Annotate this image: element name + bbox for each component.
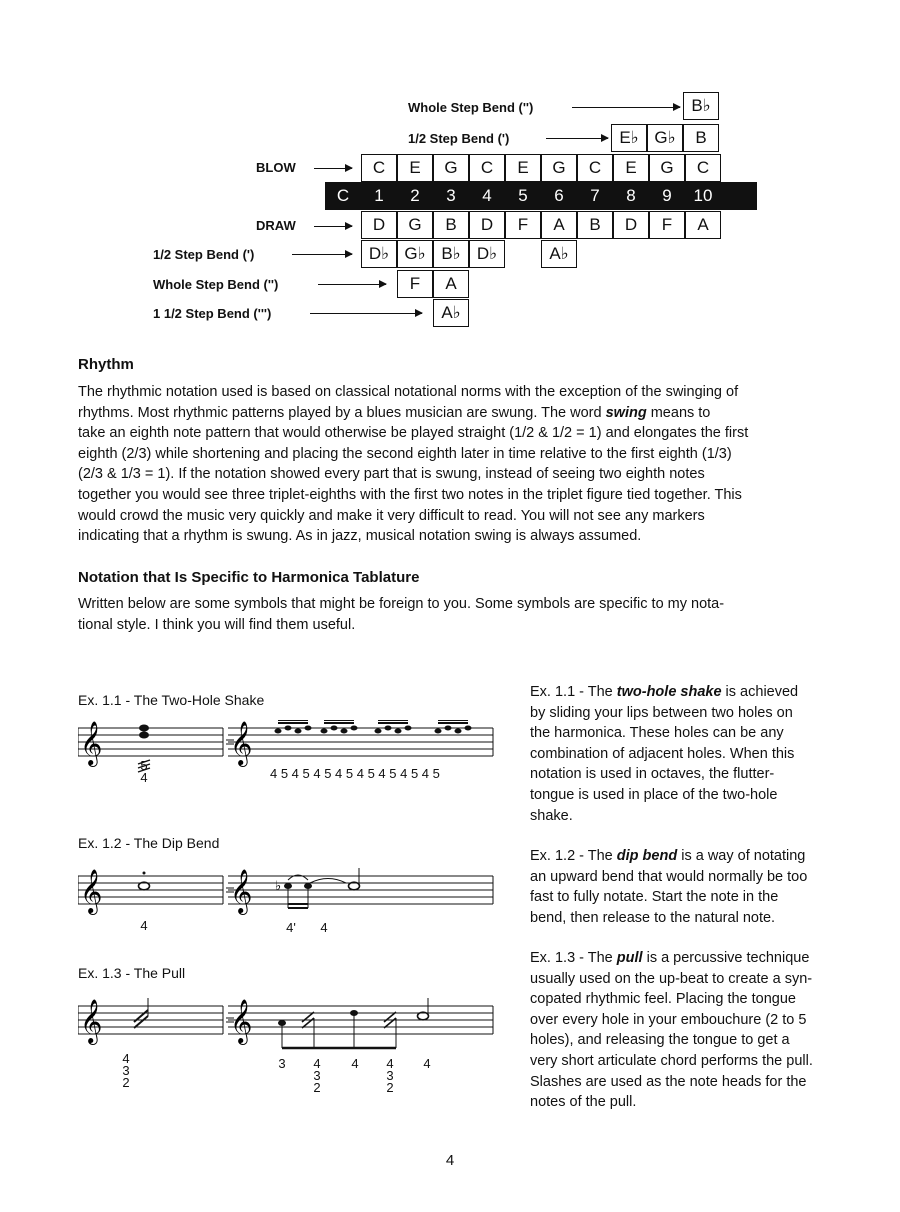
hole-number: 5: [518, 186, 528, 205]
paragraph-line: eighth (2/3) while shortening and placing the second eighth later in time relative to the first eighth (1/3): [78, 445, 732, 462]
arrow-icon: [292, 254, 352, 255]
label-blow: BLOW: [256, 160, 296, 175]
tab-number: 4: [140, 770, 148, 785]
draw-note-cell: G: [397, 211, 433, 239]
description-line: notes of the pull.: [530, 1094, 637, 1111]
description-line: Ex. 1.3 - The pull is a percussive technique: [530, 950, 810, 966]
hole-number: 9: [662, 186, 672, 205]
draw-half-step-cell: D♭: [469, 240, 505, 268]
blow-half-step-cell: E♭: [611, 124, 647, 152]
svg-text:𝄞: 𝄞: [230, 999, 253, 1043]
rhythm-heading: Rhythm: [78, 356, 134, 373]
hole-number: 4: [482, 186, 492, 205]
draw-one-half-step-cell: A♭: [433, 299, 469, 327]
draw-note-cell: B: [577, 211, 613, 239]
hole-number: 2: [410, 186, 420, 205]
example-1-3-tab: 4: [423, 1056, 431, 1071]
paragraph-line: The rhythmic notation used is based on classical notational norms with the exception of the swinging of: [78, 384, 739, 400]
description-line: shake.: [530, 807, 573, 824]
description-line: an upward bend that would normally be too: [530, 868, 808, 885]
hole-number: 6: [554, 186, 564, 205]
example-1-2-description: [530, 846, 854, 928]
hole-number-bar: [325, 182, 757, 210]
description-line: Ex. 1.2 - The dip bend is a way of notating: [530, 848, 806, 864]
hole-number: 8: [626, 186, 636, 205]
draw-whole-step-cell: F: [397, 270, 433, 298]
description-line: over every hole in your embouchure (2 to 5: [530, 1011, 807, 1028]
example-1-2-label: Ex. 1.2 - The Dip Bend: [78, 835, 220, 851]
description-line: bend, then release to the natural note.: [530, 909, 776, 926]
description-line: very short articulate chord performs the pull.: [530, 1052, 813, 1069]
blow-note-cell: C: [685, 154, 721, 182]
svg-text:♭: ♭: [275, 879, 282, 894]
arrow-icon: [572, 107, 680, 108]
draw-whole-step-cell: A: [433, 270, 469, 298]
hole-number: 1: [374, 186, 384, 205]
example-1-3-chord-tab: 4 3 2: [313, 1056, 321, 1095]
paragraph-line: Written below are some symbols that might be foreign to you. Some symbols are specific to my nota-: [78, 596, 725, 612]
blow-note-cell: G: [433, 154, 469, 182]
svg-text:𝄞: 𝄞: [230, 869, 253, 913]
svg-text:𝄞: 𝄞: [80, 721, 103, 765]
draw-half-step-cell: D♭: [361, 240, 397, 268]
rhythm-paragraph: [78, 382, 852, 547]
tab-number: 3: [122, 1063, 130, 1078]
label-whole-step-blow: Whole Step Bend (''): [408, 100, 534, 115]
arrow-icon: [310, 313, 422, 314]
blow-note-cell: C: [361, 154, 397, 182]
description-line: fast to fully notate. Start the note in the: [530, 889, 779, 906]
label-draw: DRAW: [256, 218, 296, 233]
paragraph-line: rhythms. Most rhythmic patterns played by a blues musician are swung. The word swing means to: [78, 404, 711, 421]
hole-number: 7: [590, 186, 600, 205]
blow-note-cell: E: [397, 154, 433, 182]
arrow-icon: [318, 284, 386, 285]
draw-note-cell: D: [613, 211, 649, 239]
example-1-1-description: [530, 682, 854, 826]
blow-note-cell: C: [469, 154, 505, 182]
draw-note-cell: F: [649, 211, 685, 239]
arrow-icon: [546, 138, 608, 139]
draw-note-cell: F: [505, 211, 541, 239]
blow-whole-step-cell: B♭: [683, 92, 719, 120]
example-1-2-left-tab: 4: [140, 918, 148, 933]
tab-number: 5: [140, 758, 148, 773]
tab-number: 4: [122, 1051, 130, 1066]
svg-text:𝄞: 𝄞: [80, 999, 103, 1043]
paragraph-line: would crowd the music very quickly and make it very difficult to read. You will not see any markers: [78, 507, 705, 524]
description-line: usually used on the up-beat to create a syn-: [530, 970, 813, 987]
draw-note-cell: B: [433, 211, 469, 239]
paragraph-line: together you would see three triplet-eighths with the first two notes in the triplet figure tied together. This: [78, 486, 742, 503]
hole-number: 3: [446, 186, 456, 205]
example-1-3-left-tab: [120, 1053, 132, 1089]
hole-number: 10: [693, 186, 713, 205]
description-line: combination of adjacent holes. When this: [530, 745, 795, 762]
svg-text:𝄞: 𝄞: [230, 721, 253, 765]
blow-half-step-cell: G♭: [647, 124, 683, 152]
description-line: by sliding your lips between two holes on: [530, 704, 793, 721]
example-1-3-chord-tab: 4 3 2: [386, 1056, 394, 1095]
example-1-2-notation: [78, 868, 498, 918]
paragraph-line: take an eighth note pattern that would otherwise be played straight (1/2 & 1/2 = 1) and elongates the first: [78, 425, 749, 442]
example-1-1-left-tab: [138, 760, 150, 784]
label-half-step-blow: 1/2 Step Bend ('): [408, 131, 510, 146]
notation-paragraph: [78, 594, 852, 635]
draw-note-cell: D: [361, 211, 397, 239]
example-1-3-tab: 3: [278, 1056, 286, 1071]
notation-heading: Notation that Is Specific to Harmonica Tablature: [78, 569, 420, 586]
example-1-3-label: Ex. 1.3 - The Pull: [78, 965, 186, 981]
draw-note-cell: D: [469, 211, 505, 239]
draw-half-step-cell: A♭: [541, 240, 577, 268]
arrow-icon: [314, 168, 352, 169]
description-line: holes), and releasing the tongue to get a: [530, 1032, 790, 1049]
description-line: Slashes are used as the note heads for the: [530, 1073, 807, 1090]
description-line: tongue is used in place of the two-hole: [530, 786, 778, 803]
blow-note-cell: E: [505, 154, 541, 182]
description-line: notation is used in octaves, the flutter-: [530, 766, 775, 783]
blow-note-cell: E: [613, 154, 649, 182]
blow-note-cell: G: [541, 154, 577, 182]
paragraph-line: tional style. I think you will find them useful.: [78, 616, 356, 633]
example-1-3-description: [530, 948, 854, 1113]
description-line: copated rhythmic feel. Placing the tongue: [530, 991, 796, 1008]
description-line: the harmonica. These holes can be any: [530, 725, 784, 742]
example-1-1-label: Ex. 1.1 - The Two-Hole Shake: [78, 692, 265, 708]
blow-note-cell: C: [577, 154, 613, 182]
example-1-3-tab: 4: [351, 1056, 359, 1071]
draw-note-cell: A: [685, 211, 721, 239]
blow-note-cell: G: [649, 154, 685, 182]
draw-note-cell: A: [541, 211, 577, 239]
label-half-step-draw: 1/2 Step Bend ('): [153, 247, 255, 262]
label-whole-step-draw: Whole Step Bend (''): [153, 277, 279, 292]
draw-half-step-cell: G♭: [397, 240, 433, 268]
example-1-2-release-tab: 4: [320, 920, 328, 935]
example-1-1-right-tab: 4 5 4 5 4 5 4 5 4 5 4 5 4 5 4 5: [270, 766, 440, 781]
page-number: 4: [445, 1152, 455, 1169]
paragraph-line: indicating that a rhythm is swung. As in jazz, musical notation swing is always assumed.: [78, 528, 642, 545]
draw-half-step-cell: B♭: [433, 240, 469, 268]
paragraph-line: (2/3 & 1/3 = 1). If the notation showed every part that is swung, instead of seeing two eighth notes: [78, 466, 705, 483]
description-line: Ex. 1.1 - The two-hole shake is achieved: [530, 684, 799, 700]
harmonica-key: C: [336, 186, 350, 205]
tab-number: 2: [122, 1075, 130, 1090]
example-1-2-bend-tab: 4': [286, 920, 296, 935]
arrow-icon: [314, 226, 352, 227]
svg-text:𝄞: 𝄞: [80, 869, 103, 913]
example-1-3-notation: [78, 998, 498, 1058]
blow-half-step-cell: B: [683, 124, 719, 152]
label-one-half-step-draw: 1 1/2 Step Bend ('''): [153, 306, 272, 321]
